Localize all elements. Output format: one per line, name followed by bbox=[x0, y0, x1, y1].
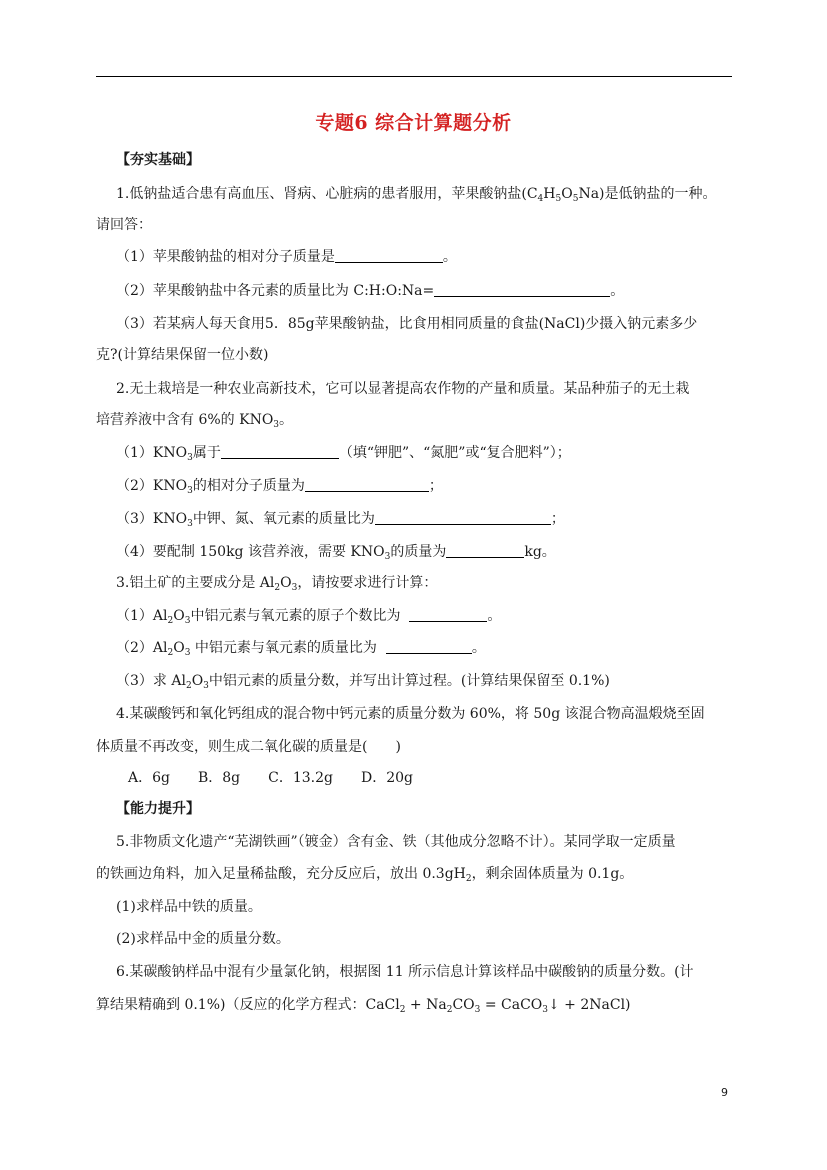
page-title: 专题6 综合计算题分析 bbox=[315, 112, 512, 134]
answer-blank[interactable] bbox=[305, 477, 429, 492]
q4-line1: 4.某碳酸钙和氧化钙组成的混合物中钙元素的质量分数为 60%，将 50g 该混合物高温煅烧至固 bbox=[116, 706, 705, 722]
q6-line2: 算结果精确到 0.1%)（反应的化学方程式：CaCl$_2$ + $Na_2CO_3$ = CaCO$_3$↓ + 2NaCl) bbox=[96, 997, 631, 1015]
q2-line2: 培营养液中含有 6%的 $KNO_3$。 bbox=[96, 412, 294, 430]
answer-blank[interactable] bbox=[386, 639, 472, 654]
answer-blank[interactable] bbox=[335, 248, 443, 263]
answer-blank[interactable] bbox=[375, 510, 551, 525]
q2-part1: $(1)KNO_3$属于 （填“钾肥”、“氮肥”或“复合肥料”）； bbox=[116, 445, 571, 463]
q5-line1: 5.非物质文化遗产“芜湖铁画”（镀金）含有金、铁（其他成分忽略不计）。某同学取一定质量 bbox=[116, 834, 676, 850]
section-basic: 【夯实基础】 bbox=[116, 152, 200, 168]
q1-line2: 请回答： bbox=[96, 217, 152, 233]
q1-part3-line1: （3）若某病人每天食用5．85g苹果酸钠盐，比食用相同质量的食盐(NaCl)少摄入钠元素多少 bbox=[116, 316, 698, 332]
q2-part2: $(2)KNO_3$的相对分子质量为 ； bbox=[116, 478, 443, 496]
q2-line1: 2.无土栽培是一种农业高新技术，它可以显著提高农作物的产量和质量。某品种茄子的无土栽 bbox=[116, 381, 690, 397]
q3-part1: $(1)Al_2O_3$中铝元素与氧元素的原子个数比为 。 bbox=[116, 608, 502, 626]
q1-part3-line2: 克?(计算结果保留一位小数) bbox=[96, 347, 269, 363]
answer-blank[interactable] bbox=[221, 444, 339, 459]
q3-line1: 3.铝土矿的主要成分是 $Al_2O_3$，请按要求进行计算： bbox=[116, 575, 438, 593]
q3-part3: （3）求 $Al_2O_3$中铝元素的质量分数，并写出计算过程。(计算结果保留至 0.1%) bbox=[116, 673, 610, 691]
answer-blank[interactable] bbox=[434, 282, 610, 297]
section-advanced: 【能力提升】 bbox=[116, 801, 200, 817]
q1-part1: （1）苹果酸钠盐的相对分子质量是 。 bbox=[116, 249, 457, 265]
q3-part2: $(2)Al_2O_3$ 中铝元素与氧元素的质量比为 。 bbox=[116, 640, 486, 658]
q5-part1: (1)求样品中铁的质量。 bbox=[116, 899, 262, 915]
page-number: 9 bbox=[721, 1086, 728, 1099]
answer-blank[interactable] bbox=[409, 607, 487, 622]
q4-line2: 体质量不再改变，则生成二氧化碳的质量是( ) bbox=[96, 739, 401, 755]
header-rule bbox=[96, 76, 732, 77]
q4-options: A．6g B．8g C．13.2g D．20g bbox=[128, 770, 413, 786]
q6-line1: 6.某碳酸钠样品中混有少量氯化钠，根据图 11 所示信息计算该样品中碳酸钠的质量分数。(计 bbox=[116, 964, 694, 980]
q5-line2: 的铁画边角料，加入足量稀盐酸，充分反应后，放出 $0.3gH_2$，剩余固体质量为 0.1g。 bbox=[96, 866, 634, 884]
q2-part3: $(3)KNO_3$中钾、氮、氧元素的质量比为 ； bbox=[116, 511, 565, 529]
q1-part2: （2）苹果酸钠盐中各元素的质量比为 C:H:O:Na= 。 bbox=[116, 283, 625, 299]
q1-line1: 1.低钠盐适合患有高血压、肾病、心脏病的患者服用，苹果酸钠盐$(C_4H_5O_5Na)$是低钠盐的一种。 bbox=[116, 186, 717, 204]
q2-part4: （4）要配制 150kg 该营养液，需要 $KNO_3$的质量为 kg。 bbox=[116, 544, 556, 562]
q5-part2: (2)求样品中金的质量分数。 bbox=[116, 931, 290, 947]
answer-blank[interactable] bbox=[446, 543, 524, 558]
